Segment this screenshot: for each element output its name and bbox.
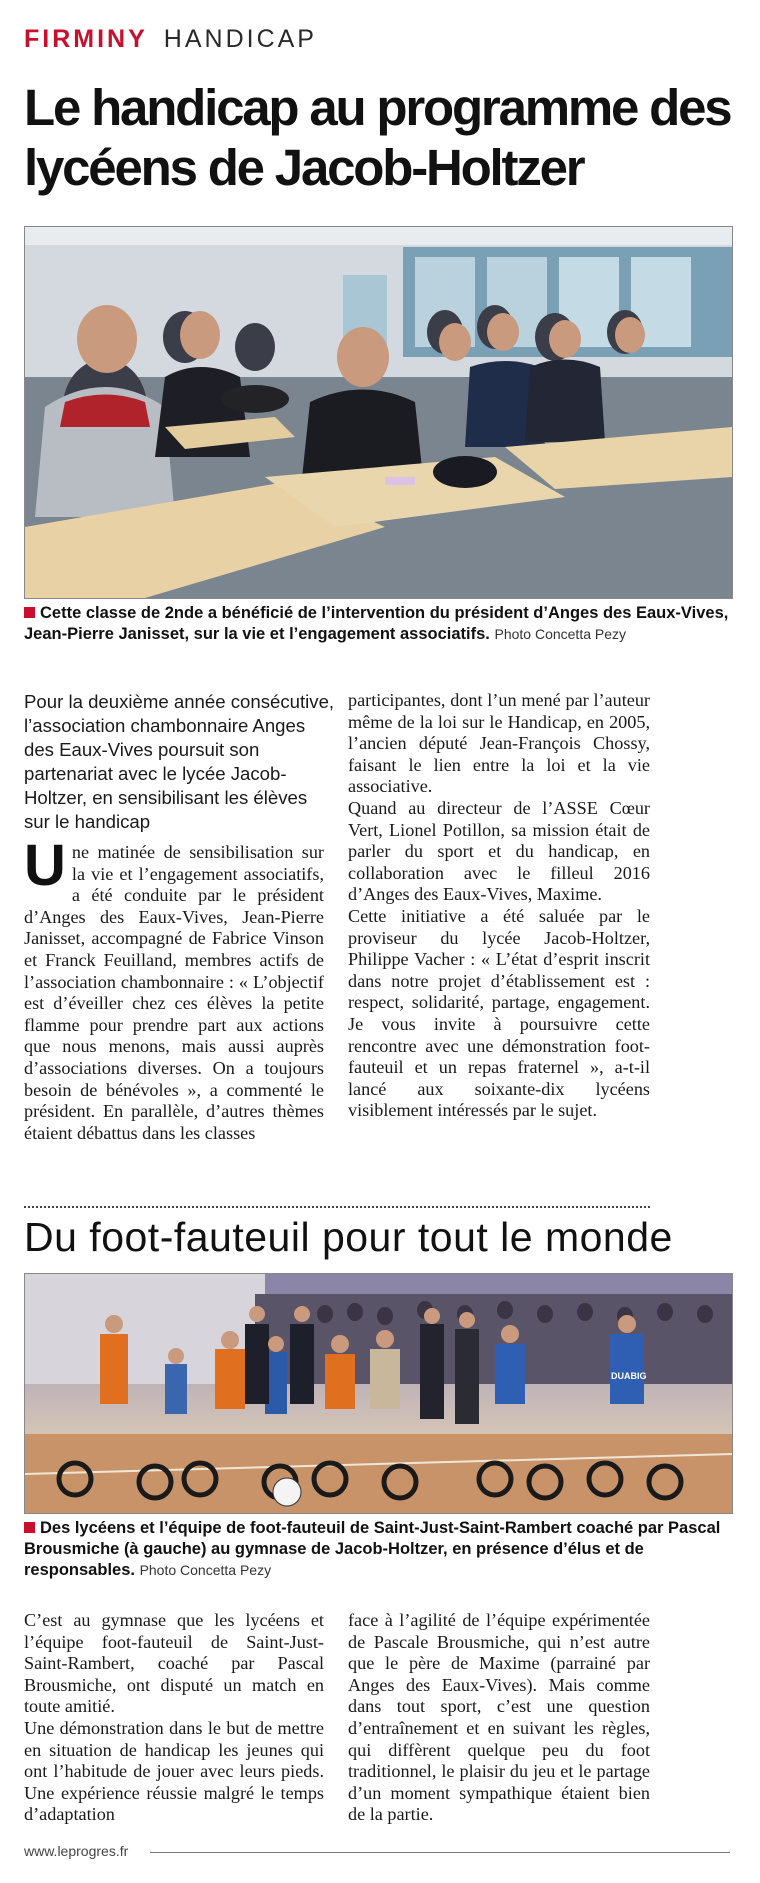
- section-divider: [24, 1206, 650, 1208]
- article1-left-paragraph: ne matinée de sensibilisation sur la vie et l’engagement associatifs, a été conduite par le président d’Anges des Eaux-Vives, Jean-Pierre Janisset, accompagné de Fabrice Vinson et Franck Feuilland, membres actifs de l’association chambonnaire : « L’objectif est d’éveiller chez ces élèves la petite flamme pour prendre part aux actions que nous menons, mais aussi auprès d’associations diverses. On a toujours besoin de bénévoles », a commenté le président. En parallèle, d’autres thèmes étaient débattus dans les classes: [24, 842, 324, 1143]
- gymnasium-photo: [24, 1273, 733, 1514]
- drop-cap: U: [24, 833, 66, 898]
- article2-right-column: [348, 1610, 650, 1826]
- article-headline: Le handicap au programme des lycéens de Jacob-Holtzer: [24, 79, 731, 196]
- photo1-credit: Photo Concetta Pezy: [494, 626, 627, 642]
- caption-marker-icon: [24, 1522, 35, 1533]
- photo1-caption: [24, 603, 730, 645]
- article2-right-paragraph-1: face à l’agilité de l’équipe expérimentée de Pascale Brousmiche, qui n’est autre que le père de Maxime (parrainé par Anges des Eaux-Vives). Mais comme dans tout sport, c’est une question d’entraînement et en suivant les règles, qui diffèrent quelque peu du foot traditionnel, le plaisir du jeu et le partage d’un moment sympathique étaient bien de la partie.: [348, 1610, 650, 1825]
- article1-right-paragraph-3: Cette initiative a été saluée par le proviseur du lycée Jacob-Holtzer, Philippe Vacher : « L’état d’esprit inscrit dans notre projet d’établissement est : respect, solidarité, partage, engagement. Je vous invite à poursuivre cette rencontre avec une démonstration foot-fauteuil et un repas fraternel », a-t-il lancé aux soixante-dix lycéens visiblement intéressés par le sujet.: [348, 905, 650, 1121]
- article-lead: Pour la deuxième année consécutive, l’association chambonnaire Anges des Eaux-Vives poursuit son partenariat avec le lycée Jacob-Holtzer, en sensibilisant les élèves sur le handicap: [24, 691, 335, 832]
- article2-left-column: [24, 1610, 324, 1826]
- photo1-caption-text: Cette classe de 2nde a bénéficié de l’intervention du président d’Anges des Eaux-Vives, Jean-Pierre Janisset, sur la vie et l’engagement associatifs.: [24, 604, 729, 643]
- second-article-headline: Du foot-fauteuil pour tout le monde: [24, 1214, 673, 1260]
- article1-right-paragraph-1: participantes, dont l’un mené par l’auteur même de la loi sur le Handicap, en 2005, l’ancien député Jean-François Chossy, faisant le lien entre la loi et la vie associative.: [348, 690, 650, 797]
- footer-url[interactable]: www.leprogres.fr: [24, 1843, 129, 1859]
- article1-left-column: [24, 833, 324, 1144]
- classroom-photo: [24, 226, 733, 599]
- kicker-city: FIRMINY: [24, 25, 148, 53]
- kicker-section: HANDICAP: [163, 25, 317, 53]
- jersey-lettering: DUABIG: [611, 1371, 647, 1381]
- article2-left-paragraph-1: C’est au gymnase que les lycéens et l’équipe foot-fauteuil de Saint-Just-Saint-Rambert, coaché par Pascal Brousmiche, ont disputé un match en toute amitié.: [24, 1610, 324, 1717]
- photo2-caption-text: Des lycéens et l’équipe de foot-fauteuil de Saint-Just-Saint-Rambert coaché par Pascal Brousmiche (à gauche) au gymnase de Jacob-Holtzer, en présence d’élus et de responsables.: [24, 1519, 721, 1579]
- photo2-caption: [24, 1518, 730, 1581]
- photo2-credit: Photo Concetta Pezy: [139, 1562, 272, 1578]
- caption-marker-icon: [24, 607, 35, 618]
- section-kicker: [24, 24, 317, 54]
- footer-rule: [150, 1852, 730, 1853]
- article1-right-column: [348, 690, 650, 1122]
- article2-left-paragraph-2: Une démonstration dans le but de mettre en situation de handicap les jeunes qui ont l’habitude de jouer avec leurs pieds. Une expérience réussie malgré le temps d’adaptation: [24, 1717, 324, 1825]
- article1-right-paragraph-2: Quand au directeur de l’ASSE Cœur Vert, Lionel Potillon, sa mission était de parler du sport et du handicap, en collaboration avec le filleul 2016 d’Anges des Eaux-Vives, Maxime.: [348, 797, 650, 905]
